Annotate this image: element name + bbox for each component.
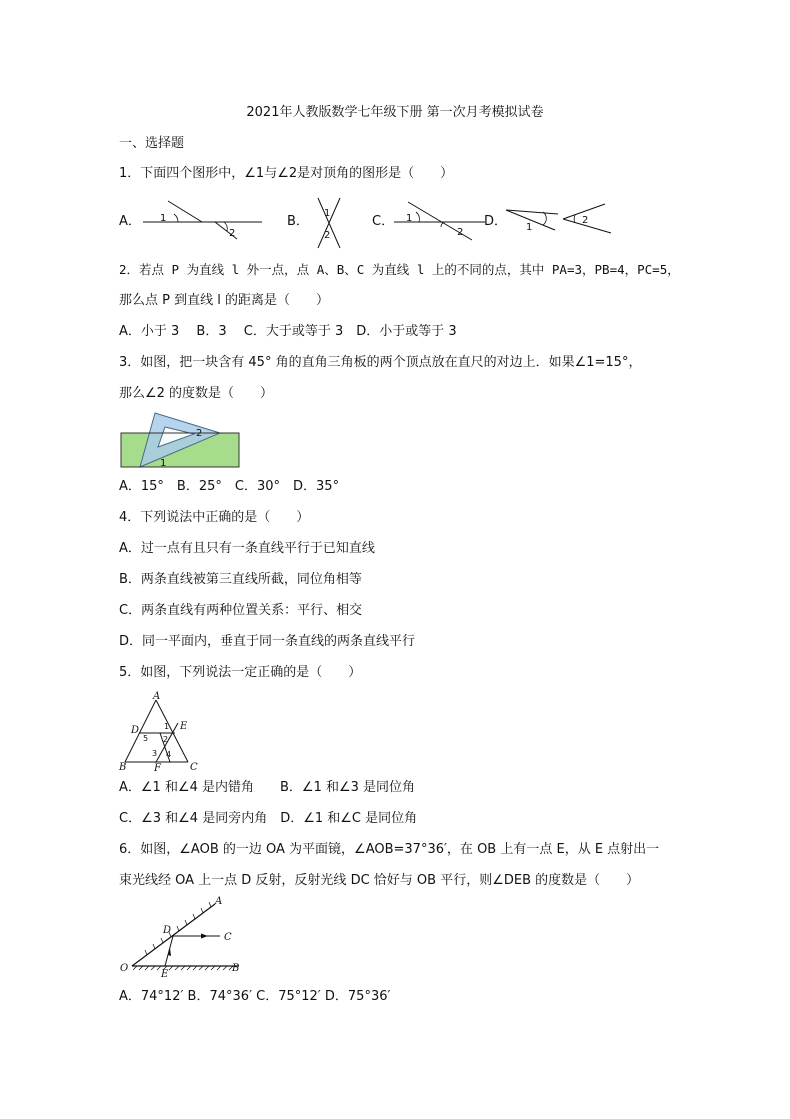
q1c-angle1-label: 1	[406, 213, 413, 224]
q5-figure-triangle	[118, 690, 200, 772]
question-3-options: A．15° B．25° C．30° D．35°	[119, 479, 340, 494]
q6-label-D: D	[163, 925, 172, 936]
page-title: 2021年人教版数学七年级下册 第一次月考模拟试卷	[246, 105, 544, 120]
q1c-angle2-label: 2	[457, 227, 464, 238]
question-4-option-d: D．同一平面内，垂直于同一条直线的两条直线平行	[119, 634, 416, 649]
q1-figure-a	[140, 195, 265, 245]
q5-label-A: A	[153, 691, 161, 702]
q6-label-E: E	[161, 969, 169, 980]
question-4-stem: 4．下列说法中正确的是（ ）	[119, 510, 310, 525]
question-6-stem-line2: 束光线经 OA 上一点 D 反射，反射光线 DC 恰好与 OB 平行，则∠DEB 的度数是（ ）	[119, 873, 640, 888]
q1-figure-b	[310, 194, 350, 250]
q5-angle2-label: 2	[163, 735, 169, 744]
q3-angle2-label: 2	[196, 428, 203, 439]
question-5-options-row2: C．∠3 和∠4 是同旁内角 D．∠1 和∠C 是同位角	[119, 811, 418, 826]
question-4-option-c: C．两条直线有两种位置关系：平行、相交	[119, 603, 363, 618]
q3-angle1-label: 1	[160, 458, 167, 469]
q1-figure-c	[392, 196, 487, 244]
section-heading: 一、选择题	[119, 136, 185, 151]
question-4-option-a: A．过一点有且只有一条直线平行于已知直线	[119, 541, 375, 556]
question-2-stem-line2: 那么点 P 到直线 l 的距离是（ ）	[119, 293, 329, 308]
q6-label-C: C	[224, 932, 232, 943]
q1d-angle2-label: 2	[582, 215, 589, 226]
question-6-options: A．74°12′ B．74°36′ C．75°12′ D．75°36′	[119, 989, 391, 1004]
q5-angle5-label: 5	[143, 734, 149, 743]
question-2-stem-line1: 2．若点 P 为直线 l 外一点，点 A、B、C 为直线 l 上的不同的点，其中 PA=3，PB=4，PC=5，	[119, 262, 680, 277]
q5-label-C: C	[190, 762, 198, 773]
q1-option-c-label: C．	[372, 214, 395, 229]
q1-figure-d	[503, 200, 615, 240]
q1a-angle1-label: 1	[160, 213, 167, 224]
q1-option-a-label: A．	[119, 214, 141, 229]
q6-label-B: B	[232, 963, 240, 974]
q5-label-F: F	[154, 763, 161, 774]
q5-angle3-label: 3	[152, 749, 158, 758]
question-1-stem: 1．下面四个图形中，∠1与∠2是对顶角的图形是（ ）	[119, 166, 454, 181]
question-6-stem-line1: 6．如图，∠AOB 的一边 OA 为平面镜，∠AOB=37°36′，在 OB 上有一点 E，从 E 点射出一	[119, 842, 660, 857]
question-5-options-row1: A．∠1 和∠4 是内错角 B．∠1 和∠3 是同位角	[119, 780, 416, 795]
q5-label-E: E	[180, 721, 188, 732]
q5-label-D: D	[131, 725, 140, 736]
q1b-angle2-label: 2	[324, 230, 331, 241]
q1d-angle1-label: 1	[526, 222, 533, 233]
q1-option-b-label: B．	[287, 214, 309, 229]
question-3-stem-line1: 3．如图，把一块含有 45° 角的直角三角板的两个顶点放在直尺的对边上．如果∠1=15°，	[119, 355, 642, 370]
question-3-stem-line2: 那么∠2 的度数是（ ）	[119, 386, 274, 401]
q6-figure-mirror	[117, 898, 247, 978]
q6-label-A: A	[215, 896, 223, 907]
q5-angle4-label: 4	[166, 750, 172, 759]
q6-label-O: O	[120, 963, 129, 974]
question-2-options: A．小于 3 B．3 C．大于或等于 3 D．小于或等于 3	[119, 324, 457, 339]
q5-label-B: B	[119, 762, 127, 773]
question-5-stem: 5．如图，下列说法一定正确的是（ ）	[119, 665, 362, 680]
q5-angle1-label: 1	[164, 722, 170, 731]
q1b-angle1-label: 1	[324, 208, 331, 219]
q3-figure-ruler-triangle	[120, 411, 242, 471]
question-4-option-b: B．两条直线被第三直线所截，同位角相等	[119, 572, 362, 587]
q1-option-d-label: D．	[484, 214, 508, 229]
q1a-angle2-label: 2	[229, 228, 236, 239]
